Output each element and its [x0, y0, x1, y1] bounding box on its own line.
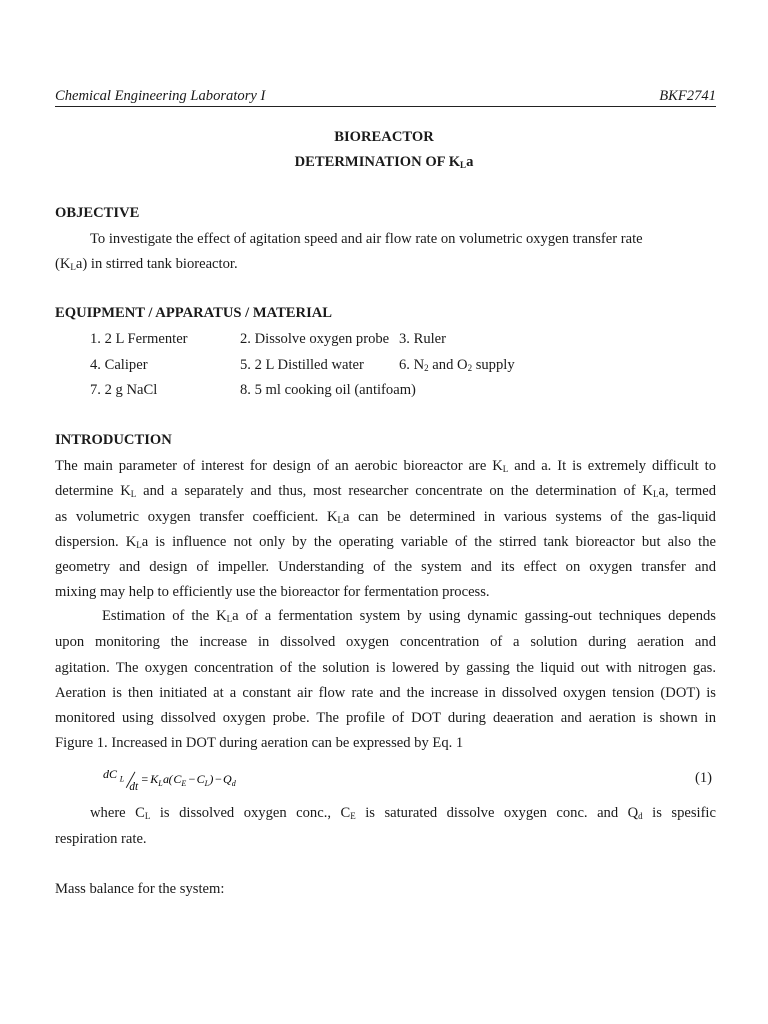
doc-title: BIOREACTOR	[334, 129, 434, 145]
equipment-item: 6. $N_2$ and $O_2$ supply	[399, 357, 515, 373]
equation-number: (1)	[694, 770, 712, 786]
course-title: Chemical Engineering Laboratory I	[55, 88, 266, 104]
svg-text:a: a	[163, 772, 169, 786]
paragraph-line: monitored using dissolved oxygen probe. The profile of DOT during deaeration and aeration is shown in	[55, 710, 716, 726]
svg-text:C: C	[196, 772, 205, 786]
equipment-item: 7. 2 g NaCl	[90, 382, 158, 398]
svg-text:): )	[209, 772, 214, 786]
paragraph-line: as volumetric oxygen transfer coefficient. $K_La$ can be determined in various systems of the gas-liquid	[55, 509, 716, 525]
paragraph-line: Figure 1. Increased in DOT during aeration can be expressed by Eq. 1	[55, 735, 464, 751]
paragraph-line: mixing may help to efficiently use the bioreactor for fermentation process.	[55, 584, 490, 600]
paragraph-line: determine $K_L$ and a separately and thus, most researcher concentrate on the determination of $K_La$, termed	[55, 483, 716, 499]
paragraph-line: dispersion. $K_La$ is influence not only by the operating variable of the stirred tank bioreactor but also the	[55, 534, 716, 550]
equipment-item: 3. Ruler	[399, 331, 447, 347]
svg-text:dC: dC	[103, 767, 118, 782]
svg-text:−: −	[214, 772, 223, 786]
objective-heading: OBJECTIVE	[55, 205, 140, 221]
equipment-item: 5. 2 L Distilled water	[240, 357, 364, 373]
svg-text:dt: dt	[129, 781, 139, 794]
equipment-item: 1. 2 L Fermenter	[90, 331, 188, 347]
svg-text:−: −	[187, 772, 196, 786]
introduction-heading: INTRODUCTION	[55, 432, 172, 448]
where-line-1: where $C_L$ is dissolved oxygen conc., $C_E$ is saturated dissolve oxygen conc. and $Q_d$ is spesific	[90, 805, 716, 821]
equipment-item: 4. Caliper	[90, 357, 148, 373]
course-code: BKF2741	[659, 88, 716, 104]
svg-text:K: K	[150, 772, 159, 786]
paragraph-line: geometry and design of impeller. Understanding of the system and its effect on oxygen transfer and	[55, 559, 716, 575]
where-line-2: respiration rate.	[55, 831, 147, 847]
svg-text:C: C	[173, 772, 182, 786]
svg-text:=: =	[140, 772, 149, 786]
paragraph-line: Estimation of the $K_La$ of a fermentation system by using dynamic gassing-out techniques depends	[102, 608, 716, 624]
objective-line-2: $(K_La)$ in stirred tank bioreactor.	[55, 256, 238, 272]
objective-line-1: To investigate the effect of agitation speed and air flow rate on volumetric oxygen transfer rate	[90, 231, 643, 247]
mass-balance-line: Mass balance for the system:	[55, 881, 225, 897]
svg-text:L: L	[204, 779, 210, 789]
svg-text:L: L	[119, 774, 125, 784]
equipment-item: 2. Dissolve oxygen probe	[240, 331, 390, 347]
equipment-item: 8. 5 ml cooking oil (antifoam)	[240, 382, 416, 398]
equation-1	[103, 762, 263, 796]
paragraph-line: agitation. The oxygen concentration of the solution is lowered by gassing the liquid out with nitrogen gas.	[55, 660, 716, 676]
svg-text:E: E	[181, 779, 187, 789]
svg-text:L: L	[158, 779, 163, 789]
paragraph-line: upon monitoring the increase in dissolved oxygen concentration of a solution during aeration and	[55, 634, 716, 650]
doc-subtitle: DETERMINATION OF $K_La$	[294, 154, 474, 170]
paragraph-line: Aeration is then initiated at a constant air flow rate and the increase in dissolved oxygen tension (DOT) is	[55, 685, 716, 701]
equipment-heading: EQUIPMENT / APPARATUS / MATERIAL	[55, 305, 333, 321]
svg-text:d: d	[231, 779, 236, 789]
svg-text:(: (	[168, 772, 173, 786]
svg-text:Q: Q	[223, 772, 232, 786]
page-header	[55, 86, 716, 107]
paragraph-line: The main parameter of interest for design of an aerobic bioreactor are $K_L$ and a. It is extremely difficult to	[55, 458, 716, 474]
